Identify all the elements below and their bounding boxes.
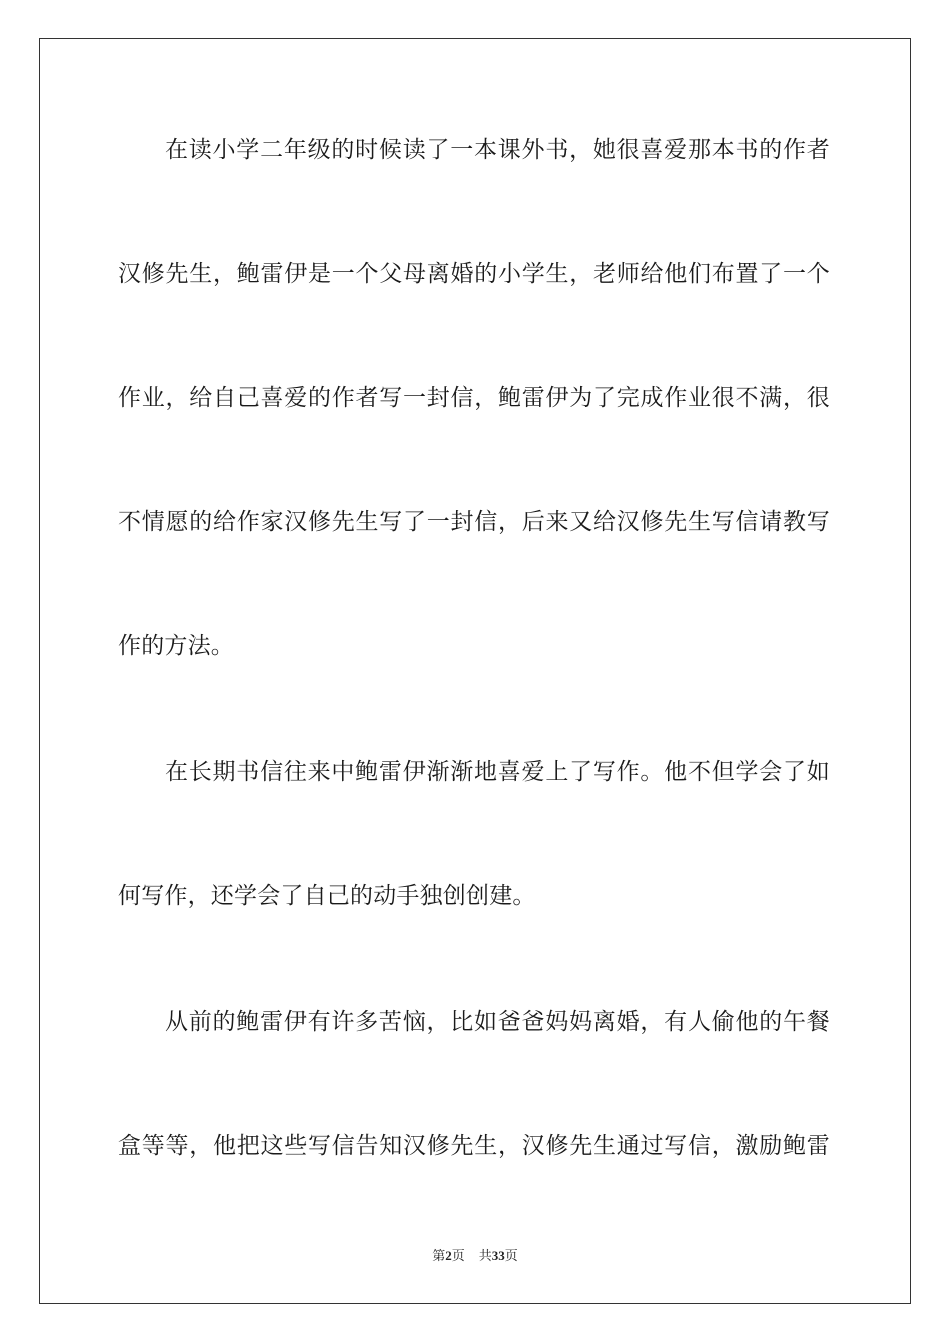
page-label-suffix: 页 (451, 1249, 465, 1264)
total-label-suffix: 页 (504, 1249, 518, 1264)
page-border (39, 38, 911, 1304)
paragraph-2-line-1: 在长期书信往来中鲍雷伊渐渐地喜爱上了写作。他不但学会了如 (165, 759, 830, 785)
page-number: 2 (445, 1248, 452, 1263)
page-label-prefix: 第 (432, 1249, 446, 1264)
paragraph-1-line-5: 作的方法。 (118, 633, 234, 659)
paragraph-1-line-2: 汉修先生，鲍雷伊是一个父母离婚的小学生，老师给他们布置了一个 (118, 261, 830, 287)
paragraph-1-line-3: 作业，给自己喜爱的作者写一封信，鲍雷伊为了完成作业很不满，很 (118, 385, 830, 411)
paragraph-1-line-1: 在读小学二年级的时候读了一本课外书，她很喜爱那本书的作者 (165, 137, 830, 163)
total-pages: 33 (491, 1248, 505, 1263)
total-label-prefix: 共 (478, 1249, 492, 1264)
paragraph-1-line-4: 不情愿的给作家汉修先生写了一封信，后来又给汉修先生写信请教写 (118, 509, 830, 535)
paragraph-3-line-2: 盒等等，他把这些写信告知汉修先生，汉修先生通过写信，激励鲍雷 (118, 1133, 830, 1159)
paragraph-2-line-2: 何写作，还学会了自己的动手独创创建。 (118, 883, 536, 909)
paragraph-3-line-1: 从前的鲍雷伊有许多苦恼，比如爸爸妈妈离婚，有人偷他的午餐 (165, 1009, 830, 1035)
page-footer (0, 1248, 950, 1265)
